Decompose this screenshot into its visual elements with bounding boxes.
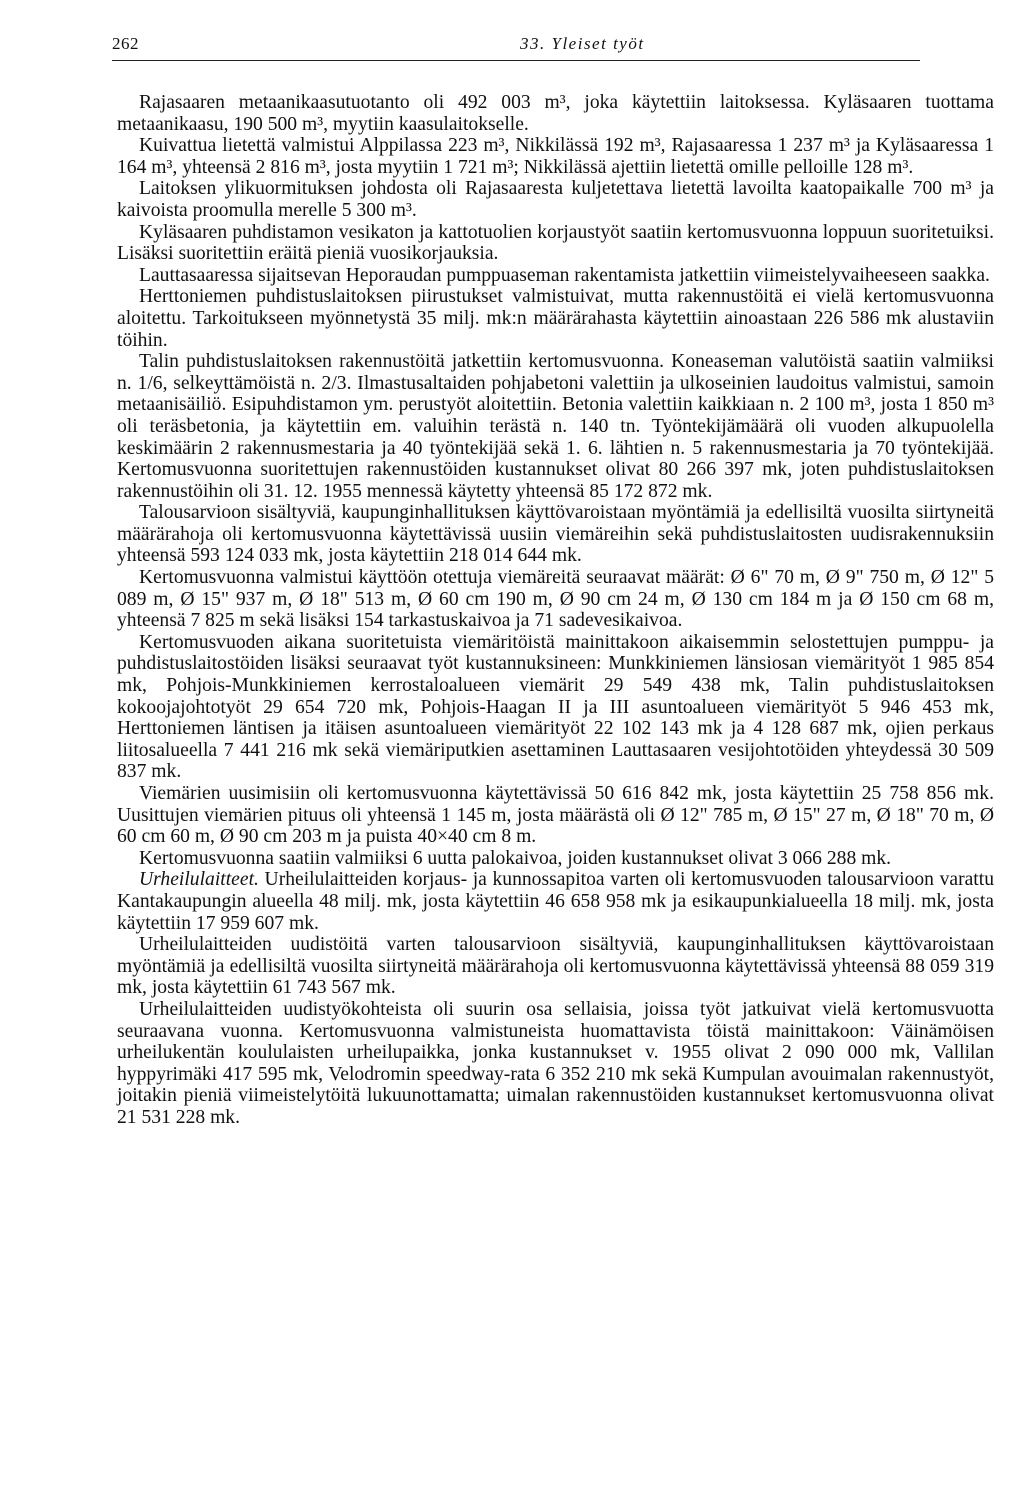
paragraph: Talin puhdistuslaitoksen rakennustöitä jatkettiin kertomusvuonna. Koneaseman valutöistä saatiin valmiiksi n. 1/6, selkeyttämöistä n. 2/3. Ilmastusaltaiden pohjabetoni valettiin ja ulkoseinien laudoitus valmistui, samoin metaanisäiliö. Esipuhdistamon ym. perustyöt aloitettiin. Betonia valettiin kaikkiaan n. 2 100 m³, josta 1 850 m³ oli teräsbetonia, ja käytettiin em. valuihin terästä n. 140 tn. Työntekijämäärä oli vuoden alkupuolella keskimäärin 2 rakennusmestaria ja 40 työntekijää sekä 1. 6. lähtien n. 5 rakennusmestaria ja 70 työntekijää. Kertomusvuonna suoritettujen rakennustöiden kustannukset olivat 80 266 397 mk, joten puhdistuslaitoksen rakennustöihin oli 31. 12. 1955 mennessä käytetty yhteensä 85 172 872 mk. [117, 351, 994, 502]
paragraph: Kertomusvuonna saatiin valmiiksi 6 uutta palokaivoa, joiden kustannukset olivat 3 066 288 mk. [139, 847, 892, 869]
paragraph: Talousarvioon sisältyviä, kaupunginhallituksen käyttövaroistaan myöntämiä ja edellisiltä vuosilta siirtyneitä määrärahoja oli kertomusvuonna käytettävissä uusiin viemäreihin sekä puhdistuslaitosten uudisrakennuksiin yhteensä 593 124 033 mk, josta käytettiin 218 014 644 mk. [117, 502, 994, 567]
paragraph: Urheilulaitteiden uudistöitä varten talousarvioon sisältyviä, kaupunginhallituksen käyttövaroistaan myöntämiä ja edellisiltä vuosilta siirtyneitä määrärahoja oli kertomusvuonna käytettävissä yhteensä 88 059 319 mk, josta käytettiin 61 743 567 mk. [117, 934, 994, 999]
paragraph: Kyläsaaren puhdistamon vesikaton ja kattotuolien korjaustyöt saatiin kertomusvuonna loppuun suoritetuiksi. Lisäksi suoritettiin eräitä pieniä vuosikorjauksia. [117, 221, 994, 265]
paragraph: Rajasaaren metaanikaasutuotanto oli 492 003 m³, joka käytettiin laitoksessa. Kyläsaaren tuottama metaanikaasu, 190 500 m³, myytiin kaasulaitokselle. [117, 92, 994, 135]
page-number: 262 [112, 34, 139, 53]
paragraph: Kertomusvuoden aikana suoritetuista viemäritöistä mainittakoon aikaisemmin selostettujen pumppu- ja puhdistuslaitostöiden lisäksi seuraavat työt kustannuksineen: Munkkiniemen länsiosan viemärityöt 1 985 854 mk, Pohjois-Munkkiniemen kerrostaloalueen viemärit 29 549 438 mk, Talin puhdistuslaitoksen kokoojajohtotyöt 29 654 720 mk, Pohjois-Haagan II ja III asuntoalueen viemärityöt 5 946 453 mk, Herttoniemen läntisen ja itäisen asuntoalueen viemärityöt 22 102 143 mk ja 4 128 687 mk, ojien perkaus liitosalueella 7 441 216 mk sekä viemäriputkien asettaminen Lauttasaaren vesijohtotöiden yhteydessä 30 509 837 mk. [117, 631, 994, 783]
paragraph: Urheilulaitteiden uudistyökohteista oli suurin osa sellaisia, joissa työt jatkuivat vielä kertomusvuotta seuraavana vuonna. Kertomusvuonna valmistuneista huomattavista töistä mainittakoon: Väinämöisen urheilukentän koululaisten urheilupaikka, jonka kustannukset v. 1955 olivat 2 090 000 mk, Vallilan hyppyrimäki 417 595 mk, Velodromin speedway-rata 6 352 210 mk sekä Kumpulan avouimalan rakennustyöt, joitakin pieniä viimeistelytöitä lukuunottamatta; uimalan rakennustöiden kustannukset kertomusvuonna olivat 21 531 228 mk. [117, 998, 994, 1128]
section-paragraph-urheilulaitteet [117, 869, 994, 934]
paragraph: Laitoksen ylikuormituksen johdosta oli Rajasaaresta kuljetettava lietettä lavoilta kaatopaikalle 700 m³ ja kaivoista proomulla merelle 5 300 m³. [117, 178, 994, 221]
page-header [112, 34, 920, 61]
paragraph: Kertomusvuonna valmistui käyttöön otettuja viemäreitä seuraavat määrät: Ø 6" 70 m, Ø 9" 750 m, Ø 12" 5 089 m, Ø 15" 937 m, Ø 18" 513 m, Ø 60 cm 190 m, Ø 90 cm 24 m, Ø 130 cm 184 m ja Ø 150 cm 68 m, yhteensä 7 825 m sekä lisäksi 154 tarkastuskaivoa ja 71 sadevesikaivoa. [117, 567, 994, 632]
running-head: 33. Yleiset työt [520, 34, 645, 53]
paragraph: Herttoniemen puhdistuslaitoksen piirustukset valmistuivat, mutta rakennustöitä ei vielä kertomusvuonna aloitettu. Tarkoitukseen myönnetystä 35 milj. mk:n määrärahasta käytettiin ainoastaan 226 586 mk alustaviin töihin. [117, 286, 994, 351]
section-heading-urheilulaitteet: Urheilulaitteet. [139, 869, 259, 891]
paragraph: Lauttasaaressa sijaitsevan Heporaudan pumppuaseman rakentamista jatkettiin viimeistelyvaiheeseen saakka. [139, 264, 990, 286]
paragraph: Kuivattua lietettä valmistui Alppilassa 223 m³, Nikkilässä 192 m³, Rajasaaressa 1 237 m³ ja Kyläsaaressa 1 164 m³, yhteensä 2 816 m³, josta myytiin 1 721 m³; Nikkilässä ajettiin lietettä omille pelloille 128 m³. [117, 135, 994, 178]
paragraph: Viemärien uusimisiin oli kertomusvuonna käytettävissä 50 616 842 mk, josta käytettiin 25 758 856 mk. Uusittujen viemärien pituus oli yhteensä 1 145 m, josta määrästä oli Ø 12" 785 m, Ø 15" 27 m, Ø 18" 70 m, Ø 60 cm 60 m, Ø 90 cm 203 m ja puista 40×40 cm 8 m. [117, 783, 994, 848]
paragraph-text: Urheilulaitteiden korjaus- ja kunnossapitoa varten oli kertomusvuoden talousarvioon varattu Kantakaupungin alueella 48 milj. mk, josta käytettiin 46 658 958 mk ja esikaupunkialueella 18 milj. mk, josta käytettiin 17 959 607 mk. [117, 869, 994, 934]
body-text [117, 92, 994, 1129]
